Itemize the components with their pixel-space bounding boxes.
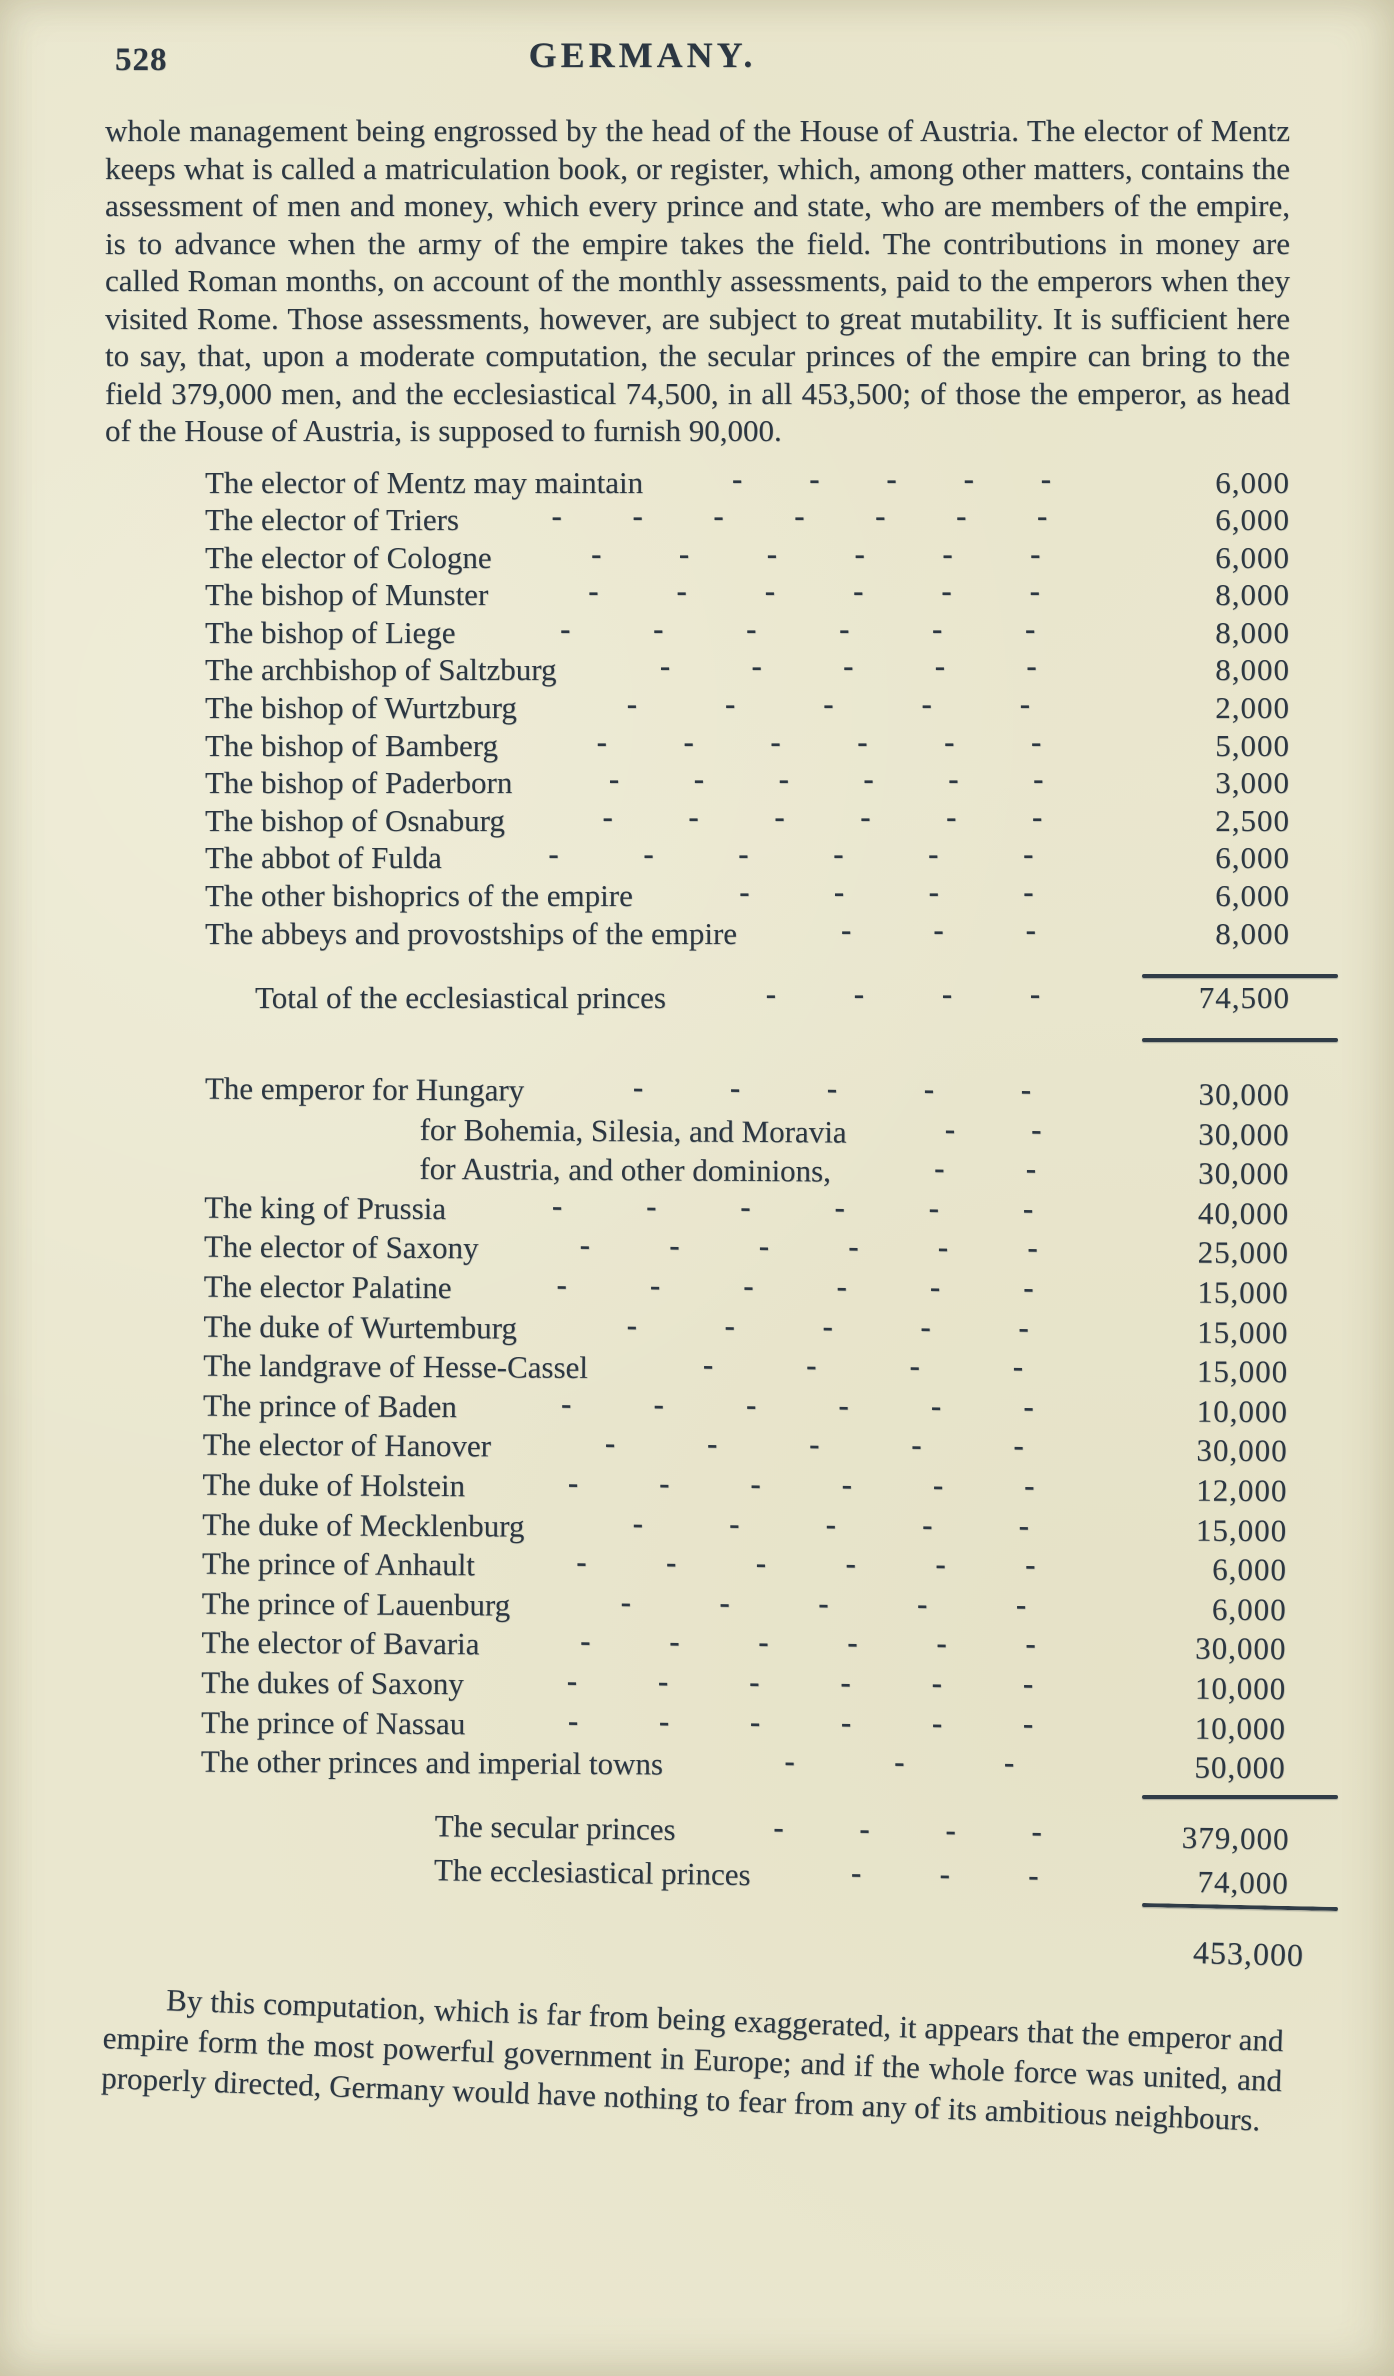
list-item (105, 460, 1290, 502)
sum-rule (1142, 1795, 1338, 1799)
list-item-label: The bishop of Paderborn (205, 765, 513, 801)
dash-leader: - - - - - - (567, 1464, 1035, 1503)
list-item-value: 2,000 (1215, 690, 1290, 726)
dash-leader: - - - - - - (596, 723, 1042, 759)
dash-leader: - - - - - (620, 1584, 1027, 1622)
list-item-value: 25,000 (1197, 1235, 1289, 1271)
running-title: GERMANY. (528, 35, 757, 75)
list-item-value: 50,000 (1194, 1749, 1286, 1786)
dash-leader: - - - - - - (580, 1623, 1036, 1662)
list-item-value: 6,000 (1215, 878, 1290, 914)
list-item-label: The other princes and imperial towns (200, 1743, 664, 1782)
dash-leader: - - - - - - (588, 573, 1040, 609)
list-item-value: 6,000 (1215, 464, 1290, 500)
list-item-value: 6,000 (1212, 1552, 1288, 1588)
list-item (105, 874, 1290, 915)
dash-leader: - - - - (702, 1347, 1024, 1384)
ecclesiastical-total (105, 978, 1290, 1018)
list-item-value: 3,000 (1215, 765, 1290, 801)
dash-leader: - - - - (739, 874, 1034, 910)
dash-leader: - - - - - (626, 686, 1031, 722)
list-item-label: The elector of Mentz may maintain (205, 464, 644, 500)
list-item-label: The elector of Hanover (202, 1427, 492, 1464)
dash-leader: - - (944, 1110, 1042, 1147)
list-item-value: 6,000 (1215, 539, 1290, 575)
list-item (105, 723, 1290, 765)
dash-leader: - - - - - (632, 1504, 1030, 1543)
list-item-label: The abbeys and provostships of the empire (205, 915, 738, 951)
list-item (101, 1741, 1286, 1788)
list-item-value: 6,000 (1215, 840, 1290, 876)
summary-label: The ecclesiastical princes (433, 1852, 751, 1893)
list-item-value: 8,000 (1215, 614, 1290, 650)
summary-value: 379,000 (1181, 1819, 1290, 1857)
list-item (105, 648, 1290, 689)
list-item-label: The elector of Triers (205, 502, 459, 538)
list-item (105, 573, 1290, 614)
secular-princes-list (101, 1068, 1290, 1788)
total-label: Total of the ecclesiastical princes (255, 980, 666, 1016)
list-item-value: 15,000 (1195, 1512, 1288, 1548)
list-item (105, 535, 1290, 577)
dash-leader: - - - - - - (602, 798, 1043, 834)
dash-leader: - - (934, 1150, 1037, 1187)
intro-paragraph: whole management being engrossed by the head of the House of Austria. The elector of Mentz keeps what is called a matriculation book, or register, which, among other matters, contains the assessment of men and money, which every prince and state, who are members of the empire, is to advance when the army of the empire takes the field. The contributions in money are called Roman months, on account of the monthly assessments, paid to the emperors when they visited Rome. Those assessments, however, are subject to great mutability. It is sufficient here to say, that, upon a moderate computation, the secular princes of the empire can bring to the field 379,000 men, and the ecclesiastical 74,500, in all 453,500; of those the emperor, as head of the House of Austria, is supposed to furnish 90,000. (105, 113, 1290, 448)
dash-leader: - - - - - - - (551, 498, 1048, 534)
dash-leader: - - - - - (604, 1425, 1024, 1464)
list-item-value: 8,000 (1215, 577, 1290, 613)
list-item-value: 30,000 (1198, 1156, 1290, 1192)
list-item-value: 30,000 (1198, 1116, 1290, 1153)
list-item (105, 498, 1290, 539)
list-item-label: The prince of Lauenburg (201, 1585, 511, 1623)
dash-leader: - - - - - - (591, 535, 1041, 571)
list-item-label: The elector of Cologne (205, 539, 492, 575)
list-item (105, 836, 1290, 877)
list-item-value: 30,000 (1198, 1076, 1290, 1113)
total-value: 74,500 (1198, 980, 1290, 1016)
list-item-value: 15,000 (1197, 1274, 1289, 1311)
list-item-label: The bishop of Wurtzburg (205, 690, 517, 726)
dash-leader: - - - - - - (560, 610, 1036, 646)
list-item-value: 10,000 (1194, 1670, 1287, 1707)
grand-total: 453,000 (1192, 1933, 1305, 1973)
dash-leader: - - - - - - (576, 1544, 1036, 1583)
page-header (105, 26, 1290, 90)
dash-leader: - - - (841, 911, 1036, 947)
list-item (105, 911, 1290, 953)
dash-leader: - - - - - (632, 1069, 1032, 1107)
list-item-label: The elector of Saxony (203, 1229, 479, 1266)
list-item-label: The bishop of Liege (205, 614, 456, 650)
list-item-label: The landgrave of Hesse-Cassel (203, 1347, 589, 1386)
list-item (105, 686, 1290, 727)
list-item-value: 10,000 (1194, 1710, 1287, 1746)
list-item-label: The king of Prussia (204, 1189, 447, 1227)
list-item-label: The archbishop of Saltzburg (205, 652, 557, 688)
list-item-value: 30,000 (1195, 1631, 1287, 1667)
dash-leader: - - - - - - (566, 1662, 1034, 1701)
dash-leader: - - - (784, 1743, 1015, 1780)
sum-rule (1142, 1038, 1338, 1042)
list-item-value: 6,000 (1215, 502, 1290, 538)
dash-leader: - - - - - - (567, 1702, 1034, 1741)
summary-label: The secular princes (434, 1808, 676, 1847)
list-item-label: The elector of Bavaria (201, 1625, 480, 1662)
sum-rule (1142, 1903, 1338, 1911)
dash-leader: - - - - - (626, 1306, 1029, 1345)
list-item (105, 610, 1290, 652)
list-item-label: The prince of Nassau (200, 1704, 466, 1741)
dash-leader: - - - - - - (608, 761, 1044, 797)
list-item (105, 798, 1290, 840)
page-content (100, 26, 1305, 2138)
list-item-label: The duke of Wurtemburg (203, 1308, 518, 1346)
summary-value: 74,000 (1197, 1864, 1290, 1901)
dash-leader: - - - (850, 1854, 1039, 1893)
list-item-label: The prince of Anhault (201, 1545, 475, 1583)
list-item-value: 12,000 (1196, 1472, 1288, 1509)
dash-leader: - - - - - - (556, 1266, 1034, 1305)
list-item-value: 15,000 (1197, 1314, 1289, 1351)
ecclesiastical-princes-list (105, 460, 1290, 953)
dash-leader: - - - - - - (551, 1187, 1034, 1226)
list-item-value: 8,000 (1215, 915, 1290, 951)
list-item-label: The dukes of Saxony (201, 1664, 464, 1702)
closing-paragraph: By this computation, which is far from being exaggerated, it appears that the emperor and empire form the most powerful government in Europe; and if the whole force was united, and properly directed, Germany would have nothing to fear from any of its ambitious neighbours. (100, 1982, 1285, 2138)
page-number: 528 (115, 42, 168, 78)
list-item-value: 2,500 (1215, 802, 1290, 838)
dash-leader: - - - - - (732, 460, 1052, 496)
list-item-value: 30,000 (1196, 1433, 1288, 1469)
list-item-label: The bishop of Osnaburg (205, 802, 505, 838)
list-item-value: 40,000 (1197, 1195, 1290, 1232)
list-item-value: 5,000 (1215, 727, 1290, 763)
dash-leader: - - - - - - (579, 1227, 1038, 1266)
list-item-value: 8,000 (1215, 652, 1290, 688)
dash-leader: - - - - - (659, 648, 1037, 684)
list-item (105, 761, 1290, 802)
list-item-label: The emperor for Hungary (204, 1070, 525, 1108)
dash-leader: - - - - (773, 1809, 1043, 1849)
dash-leader: - - - - - - (560, 1385, 1034, 1424)
list-item-label: The abbot of Fulda (205, 840, 442, 876)
dash-leader: - - - - (765, 976, 1041, 1012)
list-item-label: for Austria, and other dominions, (419, 1151, 832, 1189)
list-item-label: for Bohemia, Silesia, and Moravia (419, 1111, 847, 1150)
list-item-label: The bishop of Bamberg (205, 727, 499, 763)
list-item-label: The duke of Mecklenburg (202, 1506, 525, 1544)
list-item-value: 15,000 (1196, 1354, 1289, 1390)
list-item-label: The duke of Holstein (202, 1466, 466, 1504)
dash-leader: - - - - - - (548, 836, 1034, 872)
list-item-label: The prince of Baden (202, 1387, 457, 1425)
summary-totals (104, 1799, 1290, 1906)
total-row (105, 978, 1290, 1018)
list-item-label: The bishop of Munster (205, 577, 489, 613)
list-item-value: 6,000 (1211, 1591, 1287, 1628)
list-item-label: The elector Palatine (203, 1268, 452, 1306)
list-item-value: 10,000 (1196, 1393, 1289, 1430)
list-item-label: The other bishoprics of the empire (205, 878, 633, 914)
